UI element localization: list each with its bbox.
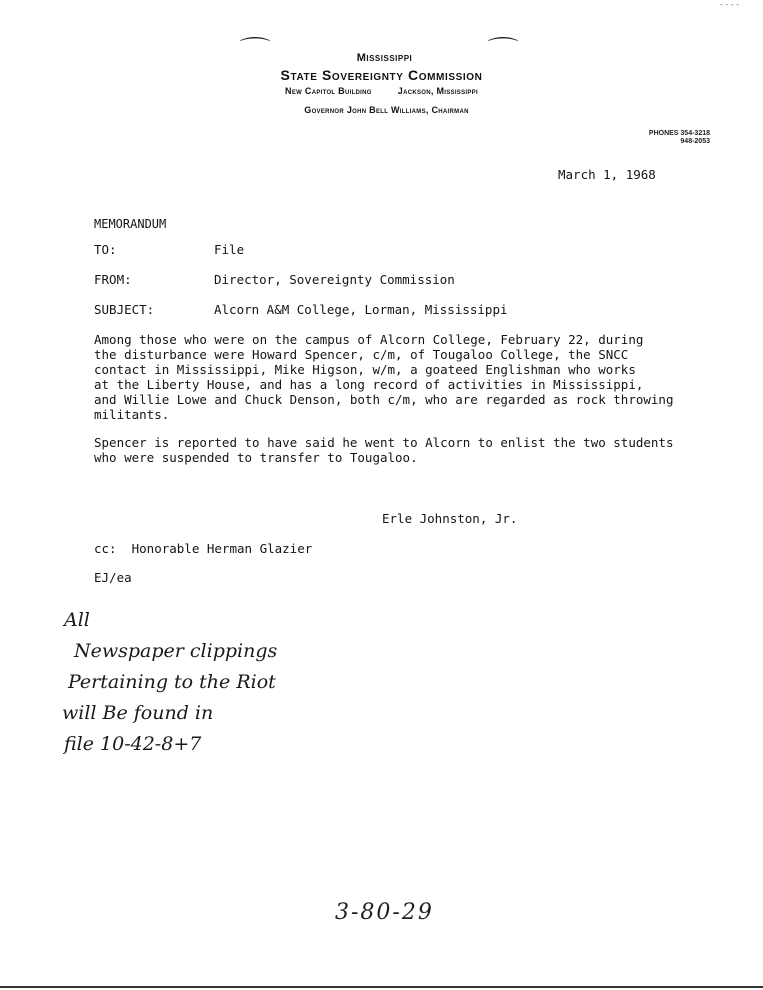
- phones-secondary: 948-2053: [680, 138, 710, 145]
- from-value: Director, Sovereignty Commission: [214, 272, 455, 287]
- subject-label: SUBJECT:: [94, 302, 155, 317]
- seal-mark-right-icon: ⌒: [487, 37, 519, 62]
- body-line: who were suspended to transfer to Tougaloo.: [94, 450, 418, 465]
- handwritten-line: file 10-42-8+7: [64, 733, 202, 755]
- phones-primary: PHONES 354-3218: [648, 130, 710, 137]
- letterhead-address: [0, 86, 763, 96]
- body-paragraph-1: [94, 332, 694, 422]
- seal-mark-left-icon: ⌒: [239, 37, 271, 62]
- body-paragraph-2: [94, 435, 694, 465]
- body-line: militants.: [94, 407, 170, 422]
- cc-line: cc: Honorable Herman Glazier: [94, 541, 313, 556]
- handwritten-line: will Be found in: [62, 702, 214, 724]
- body-line: Spencer is reported to have said he went to Alcorn to enlist the two students: [94, 435, 674, 450]
- body-line: the disturbance were Howard Spencer, c/m, of Tougaloo College, the SNCC: [94, 347, 629, 362]
- body-line: Among those who were on the campus of Alcorn College, February 22, during: [94, 332, 644, 347]
- from-label: FROM:: [94, 272, 132, 287]
- page-bottom-border: [0, 986, 763, 988]
- letterhead-governor: Governor John Bell Williams, Chairman: [304, 105, 469, 115]
- letterhead-state: Mississippi: [356, 52, 413, 64]
- handwritten-line: Newspaper clippings: [74, 640, 278, 662]
- signature-name: Erle Johnston, Jr.: [382, 511, 518, 526]
- handwritten-note: [60, 605, 277, 760]
- handwritten-line: Pertaining to the Riot: [68, 671, 276, 693]
- letterhead-commission: State Sovereignty Commission: [280, 67, 483, 83]
- file-number: 3-80-29: [335, 900, 434, 925]
- letterhead-building: New Capitol Building: [285, 86, 372, 96]
- phones-block: [600, 130, 710, 146]
- handwritten-line: All: [64, 609, 90, 631]
- to-label: TO:: [94, 242, 117, 257]
- body-line: at the Liberty House, and has a long record of activities in Mississippi,: [94, 377, 644, 392]
- scan-mark: - - - -: [720, 0, 740, 9]
- body-line: and Willie Lowe and Chuck Denson, both c/m, who are regarded as rock throwing: [94, 392, 674, 407]
- memo-date: March 1, 1968: [558, 167, 656, 182]
- to-value: File: [214, 242, 245, 257]
- typist-initials: EJ/ea: [94, 570, 132, 585]
- subject-value: Alcorn A&M College, Lorman, Mississippi: [214, 302, 508, 317]
- memo-heading: MEMORANDUM: [94, 217, 167, 231]
- letterhead-city: Jackson, Mississippi: [397, 86, 478, 96]
- body-line: contact in Mississippi, Mike Higson, w/m, a goateed Englishman who works: [94, 362, 636, 377]
